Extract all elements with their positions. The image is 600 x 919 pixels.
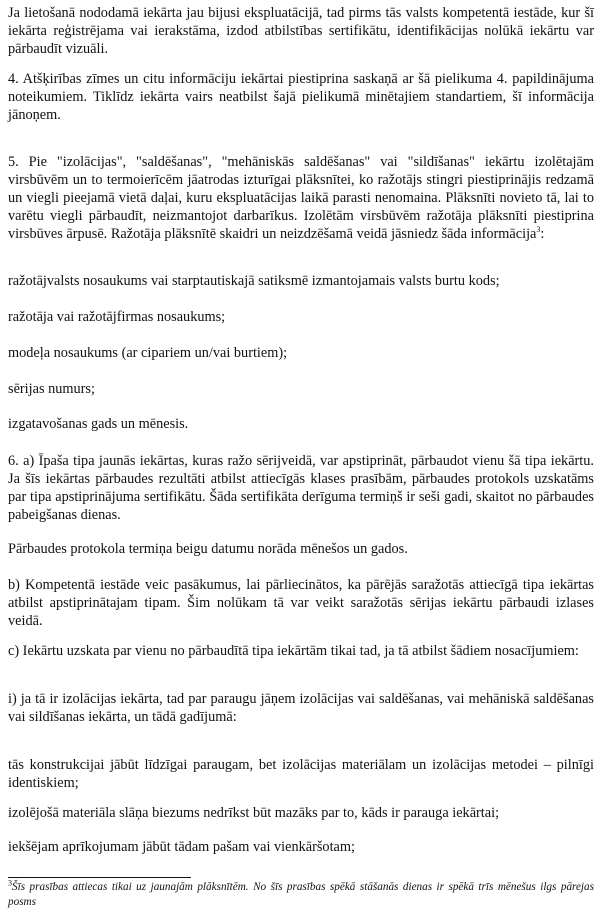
paragraph-6c: c) Iekārtu uzskata par vienu no pārbaudītā tipa iekārtām tikai tad, ja tā atbilst šādiem nosacījumiem:	[8, 643, 579, 659]
footnote-reference: 3	[536, 225, 541, 235]
footnote	[8, 880, 594, 910]
condition-insulation-thickness: izolējošā materiāla slāņa biezums nedrīkst būt mazāks par to, kāds ir parauga iekārtai;	[8, 805, 500, 821]
footnote-divider	[8, 877, 191, 878]
paragraph-6b: b) Kompetentā iestāde veic pasākumus, lai pārliecinātos, ka pārējās saražotās attiecīgā tipa iekārtas atbilst apstiprinātajam tipam. Šim nolūkam tā var veikt saražotās sērijas iekārtu pārbaudi izlases veidā.	[8, 577, 594, 629]
list-item-serial: sērijas numurs;	[8, 381, 95, 397]
paragraph-5-text: 5. Pie "izolācijas", "saldēšanas", "mehāniskās saldēšanas" vai "sildīšanas" iekārtu izolētajām virsbūvēm un to termoierīcēm jāatrodas izturīgai plāksnītei, ko ražotājs stingri piestiprinājis redzamā un viegli pieejamā vietā daļai, kuru ekspluatācijas laikā parasti nenomaina. Plāksnīti novieto tā, lai to varētu viegli pārbaudīt, neizmantojot darbarīkus. Izolētām virsbūvēm ražotāja plāksnīti piestiprina virsbūves ārpusē. Ražotāja plāksnītē skaidri un neizdzēšamā veidā jāsniedz šāda informācija	[8, 154, 594, 242]
list-item-year: izgatavošanas gads un mēnesis.	[8, 416, 189, 432]
paragraph-6c-i: i) ja tā ir izolācijas iekārta, tad par paraugu jāņem izolācijas vai saldēšanas, vai mehāniskā saldēšanas vai sildīšanas iekārta, un tādā gadījumā:	[8, 691, 594, 725]
list-item-manufacturer: ražotāja vai ražotājfirmas nosaukums;	[8, 309, 226, 325]
paragraph-protocol-date: Pārbaudes protokola termiņa beigu datumu norāda mēnešos un gados.	[8, 541, 408, 557]
paragraph-5-tail: :	[540, 226, 545, 242]
footnote-marker: 3	[8, 878, 12, 888]
paragraph-intro: Ja lietošanā nododamā iekārta jau bijusi ekspluatācijā, tad pirms tās valsts kompetentā iestāde, kur šī iekārta reģistrējama vai ierakstāma, izdod atbilstības sertifikātu, identifikācijas nolūkā iekārtu var pārbaudīt vizuāli.	[8, 5, 594, 57]
paragraph-5	[8, 153, 594, 243]
paragraph-6a: 6. a) Īpaša tipa jaunās iekārtas, kuras ražo sērijveidā, var apstiprināt, pārbaudot vienu šā tipa iekārtu. Ja šīs iekārtas pārbaudes rezultāti atbilst attiecīgās klases prasībām, pārbaudes protokols uzskatāms par tipa apstiprinājuma sertifikātu. Šāda sertifikāta derīguma termiņš ir seši gadi, skaitot no pārbaudes pabeigšanas dienas.	[8, 453, 594, 523]
footnote-text: Šīs prasības attiecas tikai uz jaunajām plāksnītēm. No šīs prasības spēkā stāšanās dienas ir spēkā trīs mēnešus ilgs pārejas posms	[8, 881, 594, 908]
list-item-country: ražotājvalsts nosaukums vai starptautiskajā satiksmē izmantojamais valsts burtu kods;	[8, 273, 500, 289]
condition-internal-equipment: iekšējam aprīkojumam jābūt tādam pašam vai vienkāršotam;	[8, 839, 355, 855]
list-item-model: modeļa nosaukums (ar cipariem un/vai burtiem);	[8, 345, 288, 361]
condition-construction: tās konstrukcijai jābūt līdzīgai paraugam, bet izolācijas materiālam un izolācijas metodei – pilnīgi identiskiem;	[8, 757, 594, 791]
paragraph-4: 4. Atšķirības zīmes un citu informāciju iekārtai piestiprina saskaņā ar šā pielikuma 4. papildinājuma noteikumiem. Tiklīdz iekārta vairs neatbilst šajā pielikumā minētajiem standartiem, šī informācija jānoņem.	[8, 71, 594, 123]
